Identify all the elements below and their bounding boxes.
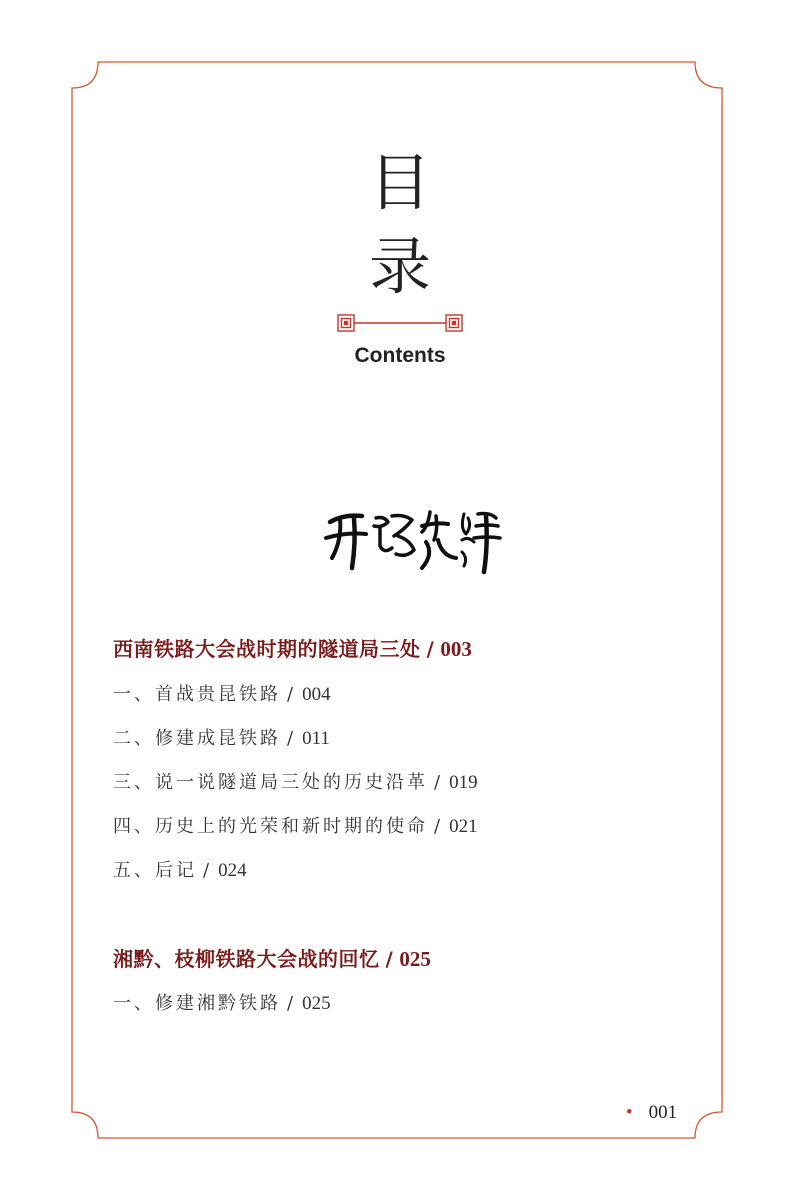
calligraphy-kailu-xianfeng xyxy=(318,496,508,582)
title-character-mu: 目 xyxy=(368,146,431,219)
page-separator: / xyxy=(434,772,444,793)
toc-item-1-2[interactable] xyxy=(113,724,330,750)
page-separator: / xyxy=(287,993,297,1014)
page-separator: / xyxy=(434,816,444,837)
toc-item-1-5[interactable] xyxy=(113,856,247,882)
section-heading-2-page: 025 xyxy=(399,947,431,971)
folio-number: 001 xyxy=(648,1102,678,1123)
toc-item-page: 011 xyxy=(302,728,330,749)
page-separator: / xyxy=(287,728,297,749)
toc-item-2-1[interactable] xyxy=(113,989,331,1015)
folio-bullet: • xyxy=(626,1102,633,1123)
page-folio xyxy=(626,1102,677,1124)
page-separator: / xyxy=(385,947,394,971)
toc-item-label: 二、修建成昆铁路 xyxy=(113,728,281,749)
toc-item-page: 021 xyxy=(449,816,478,837)
section-heading-2[interactable] xyxy=(113,943,431,972)
page-separator: / xyxy=(203,860,213,881)
toc-item-1-4[interactable] xyxy=(113,812,478,838)
title-ornament-divider xyxy=(337,313,463,333)
toc-item-1-1[interactable] xyxy=(113,680,331,706)
toc-item-page: 024 xyxy=(218,860,247,881)
title-character-lu: 录 xyxy=(368,230,431,303)
page-separator: / xyxy=(287,684,297,705)
section-heading-1[interactable] xyxy=(113,633,472,662)
toc-item-label: 四、历史上的光荣和新时期的使命 xyxy=(113,816,428,837)
toc-item-page: 025 xyxy=(302,993,331,1014)
section-heading-2-title: 湘黔、枝柳铁路大会战的回忆 xyxy=(113,947,380,971)
toc-item-label: 三、说一说隧道局三处的历史沿革 xyxy=(113,772,428,793)
toc-item-label: 一、首战贵昆铁路 xyxy=(113,684,281,705)
page-separator: / xyxy=(426,637,435,661)
toc-item-1-3[interactable] xyxy=(113,768,478,794)
toc-item-label: 一、修建湘黔铁路 xyxy=(113,993,281,1014)
section-heading-1-title: 西南铁路大会战时期的隧道局三处 xyxy=(113,637,421,661)
toc-item-page: 004 xyxy=(302,684,331,705)
section-heading-1-page: 003 xyxy=(440,637,472,661)
toc-item-label: 五、后记 xyxy=(113,860,197,881)
contents-label: Contents xyxy=(354,344,446,367)
toc-item-page: 019 xyxy=(449,772,478,793)
